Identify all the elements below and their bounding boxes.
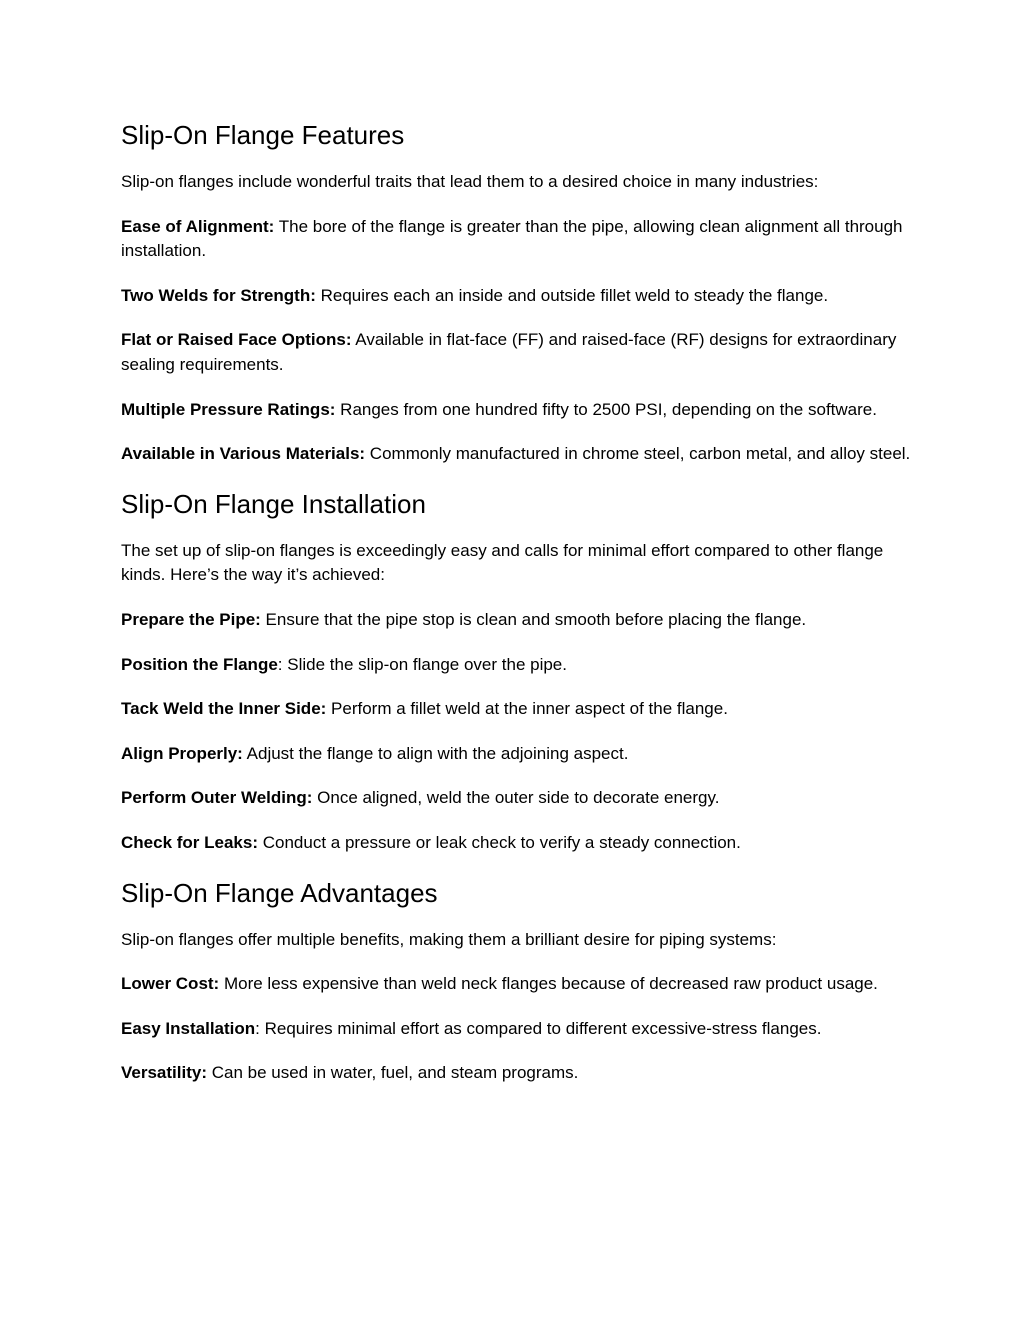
advantage-item-versatility <box>121 1061 911 1086</box>
install-step-label: Tack Weld the Inner Side: <box>121 699 327 719</box>
section-advantages <box>121 876 911 1086</box>
install-step-position-flange <box>121 653 911 678</box>
install-step-label: Position the Flange <box>121 654 278 674</box>
install-step-label: Align Properly: <box>121 743 243 763</box>
install-step-prepare-pipe <box>121 608 911 633</box>
feature-item-label: Available in Various Materials: <box>121 444 366 464</box>
section-installation <box>121 487 911 856</box>
install-step-align <box>121 742 911 767</box>
feature-item-label: Multiple Pressure Ratings: <box>121 399 336 419</box>
advantage-item-label: Versatility: <box>121 1063 207 1083</box>
install-step-text: Once aligned, weld the outer side to decorate energy. <box>312 788 720 808</box>
feature-item-label: Flat or Raised Face Options: <box>121 330 352 350</box>
feature-item-materials <box>121 442 911 467</box>
advantage-item-text: More less expensive than weld neck flanges because of decreased raw product usage. <box>219 974 878 994</box>
feature-item-label: Ease of Alignment: <box>121 216 275 236</box>
install-step-text: : Slide the slip-on flange over the pipe. <box>277 654 567 674</box>
advantage-item-easy-installation <box>121 1017 911 1042</box>
section-intro-advantages: Slip-on flanges offer multiple benefits, making them a brilliant desire for piping systems: <box>121 929 777 949</box>
install-step-tack-weld <box>121 697 911 722</box>
feature-item-face-options <box>121 328 911 377</box>
section-features <box>121 118 911 467</box>
advantage-item-text: : Requires minimal effort as compared to different excessive-stress flanges. <box>255 1018 822 1038</box>
feature-item-text: Requires each an inside and outside fillet weld to steady the flange. <box>315 285 829 305</box>
document-page <box>121 118 911 1106</box>
section-title-features: Slip-On Flange Features <box>121 120 405 150</box>
advantage-item-lower-cost <box>121 972 911 997</box>
feature-item-text: The bore of the flange is greater than the pipe, allowing clean alignment all through installation. <box>121 216 903 261</box>
feature-item-pressure-ratings <box>121 398 911 423</box>
install-step-check-leaks <box>121 831 911 856</box>
section-title-installation: Slip-On Flange Installation <box>121 488 426 519</box>
section-title-advantages: Slip-On Flange Advantages <box>121 877 438 908</box>
advantage-item-label: Easy Installation <box>121 1018 256 1038</box>
install-step-text: Adjust the flange to align with the adjoining aspect. <box>242 743 629 763</box>
install-step-outer-welding <box>121 786 911 811</box>
feature-item-text: Ranges from one hundred fifty to 2500 PSI, depending on the software. <box>335 399 877 419</box>
install-step-text: Conduct a pressure or leak check to verify a steady connection. <box>258 832 741 852</box>
section-intro-installation: The set up of slip-on flanges is exceedingly easy and calls for minimal effort compared to other flange kinds. Here’s the way it’s achieved: <box>121 540 884 585</box>
install-step-text: Perform a fillet weld at the inner aspect of the flange. <box>326 699 728 719</box>
feature-item-ease-of-alignment <box>121 215 911 264</box>
advantage-item-label: Lower Cost: <box>121 974 220 994</box>
feature-item-two-welds <box>121 284 911 309</box>
install-step-text: Ensure that the pipe stop is clean and smooth before placing the flange. <box>260 609 807 629</box>
section-intro-features: Slip-on flanges include wonderful traits that lead them to a desired choice in many industries: <box>121 172 819 191</box>
feature-item-label: Two Welds for Strength: <box>121 285 316 305</box>
install-step-label: Check for Leaks: <box>121 832 258 852</box>
install-step-label: Perform Outer Welding: <box>121 788 313 808</box>
feature-item-text: Available in flat-face (FF) and raised-face (RF) designs for extraordinary sealing requirements. <box>121 330 897 374</box>
install-step-label: Prepare the Pipe: <box>121 609 261 629</box>
advantage-item-text: Can be used in water, fuel, and steam programs. <box>207 1063 579 1083</box>
feature-item-text: Commonly manufactured in chrome steel, carbon metal, and alloy steel. <box>365 444 911 464</box>
